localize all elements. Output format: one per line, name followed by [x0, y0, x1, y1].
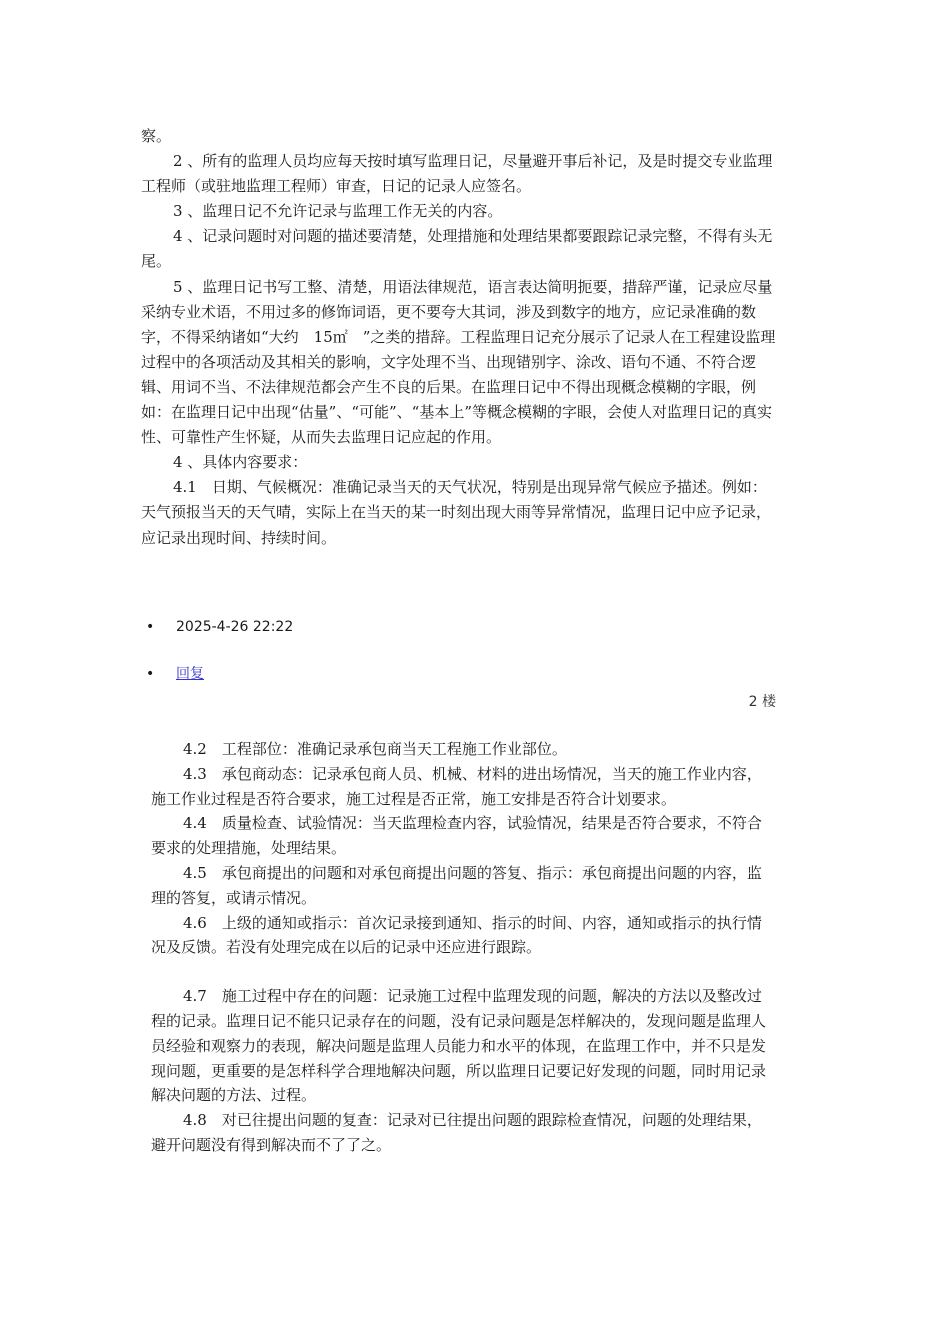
paragraph-item-4-7: 4.7 施工过程中存在的问题：记录施工过程中监理发现的问题，解决的方法以及整改过程的记录。监理日记不能只记录存在的问题，没有记录问题是怎样解决的，发现问题是监理人员经验和观察力的表现，解决问题是监理人员能力和水平的体现，在监理工作中，并不只是发现问题，更重要的是怎样科学合理地解决问题，所以监理日记要记好发现的问题，同时用记录解决问题的方法、过程。 — [151, 987, 767, 1105]
paragraph-item-4-1: 4.1 日期、气候概况：准确记录当天的天气状况，特别是出现异常气候应予描述。例如：天气预报当天的天气晴，实际上在当天的某一时刻出现大雨等异常情况，监理日记中应予记录，应记录出现时间、持续时间。 — [141, 478, 772, 547]
paragraph-item-5: 5 、监理日记书写工整、清楚，用语法律规范，语言表达简明扼要，措辞严谨，记录应尽量采纳专业术语，不用过多的修饰词语，更不要夸大其词，涉及到数字的地方，应记录准确的数字，不得采纳诸如“大约 15㎡ ”之类的措辞。工程监理日记充分展示了记录人在工程建设监理过程中的各项活动及其相关的影响，文字处理不当、出现错别字、涂改、语句不通、不符合逻辑、用词不当、不法律规范都会产生不良的后果。在监理日记中不得出现概念模糊的字眼，例如：在监理日记中出现“估量”、“可能”、“基本上”等概念模糊的字眼，会使人对监理日记的真实性、可靠性产生怀疑，从而失去监理日记应起的作用。 — [141, 277, 776, 447]
post-timestamp-item — [146, 616, 786, 638]
reply-link[interactable]: 回复 — [176, 666, 204, 682]
post-2-body — [151, 737, 776, 1158]
bullet-icon: • — [146, 666, 155, 682]
paragraph-item-4-8: 4.8 对已往提出问题的复查：记录对已往提出问题的跟踪检查情况，问题的处理结果，避开问题没有得到解决而不了了之。 — [151, 1111, 762, 1154]
paragraph-item-4-2: 4.2 工程部位：准确记录承包商当天工程施工作业部位。 — [183, 740, 567, 758]
paragraph-item-3: 3 、监理日记不允许记录与监理工作无关的内容。 — [173, 202, 503, 221]
paragraph-spacer — [151, 960, 776, 984]
bullet-icon: • — [146, 619, 155, 635]
post-1-body — [141, 124, 781, 551]
post-meta-list — [146, 616, 786, 685]
paragraph-item-2: 2 、所有的监理人员均应每天按时填写监理日记，尽量避开事后补记，及是时提交专业监理工程师（或驻地监理工程师）审查，日记的记录人应签名。 — [141, 152, 773, 196]
paragraph-continuation: 察。 — [141, 127, 172, 145]
post-timestamp: 2025-4-26 22:22 — [176, 619, 294, 635]
reply-item — [146, 663, 786, 685]
paragraph-item-4-3: 4.3 承包商动态：记录承包商人员、机械、材料的进出场情况，当天的施工作业内容，施工作业过程是否符合要求，施工过程是否正常，施工安排是否符合计划要求。 — [151, 764, 762, 808]
paragraph-item-4-6: 4.6 上级的通知或指示：首次记录接到通知、指示的时间、内容，通知或指示的执行情况及反馈。若没有处理完成在以后的记录中还应进行跟踪。 — [151, 913, 762, 957]
paragraph-content-requirements: 4 、具体内容要求： — [173, 453, 308, 472]
paragraph-item-4-5: 4.5 承包商提出的问题和对承包商提出问题的答复、指示：承包商提出问题的内容，监理的答复，或请示情况。 — [151, 863, 762, 907]
paragraph-item-4: 4 、记录问题时对问题的描述要清楚，处理措施和处理结果都要跟踪记录完整，不得有头无尾。 — [141, 227, 773, 271]
paragraph-item-4-4: 4.4 质量检查、试验情况：当天监理检查内容，试验情况，结果是否符合要求，不符合要求的处理措施，处理结果。 — [151, 814, 762, 858]
floor-number: 2 楼 — [748, 694, 776, 710]
